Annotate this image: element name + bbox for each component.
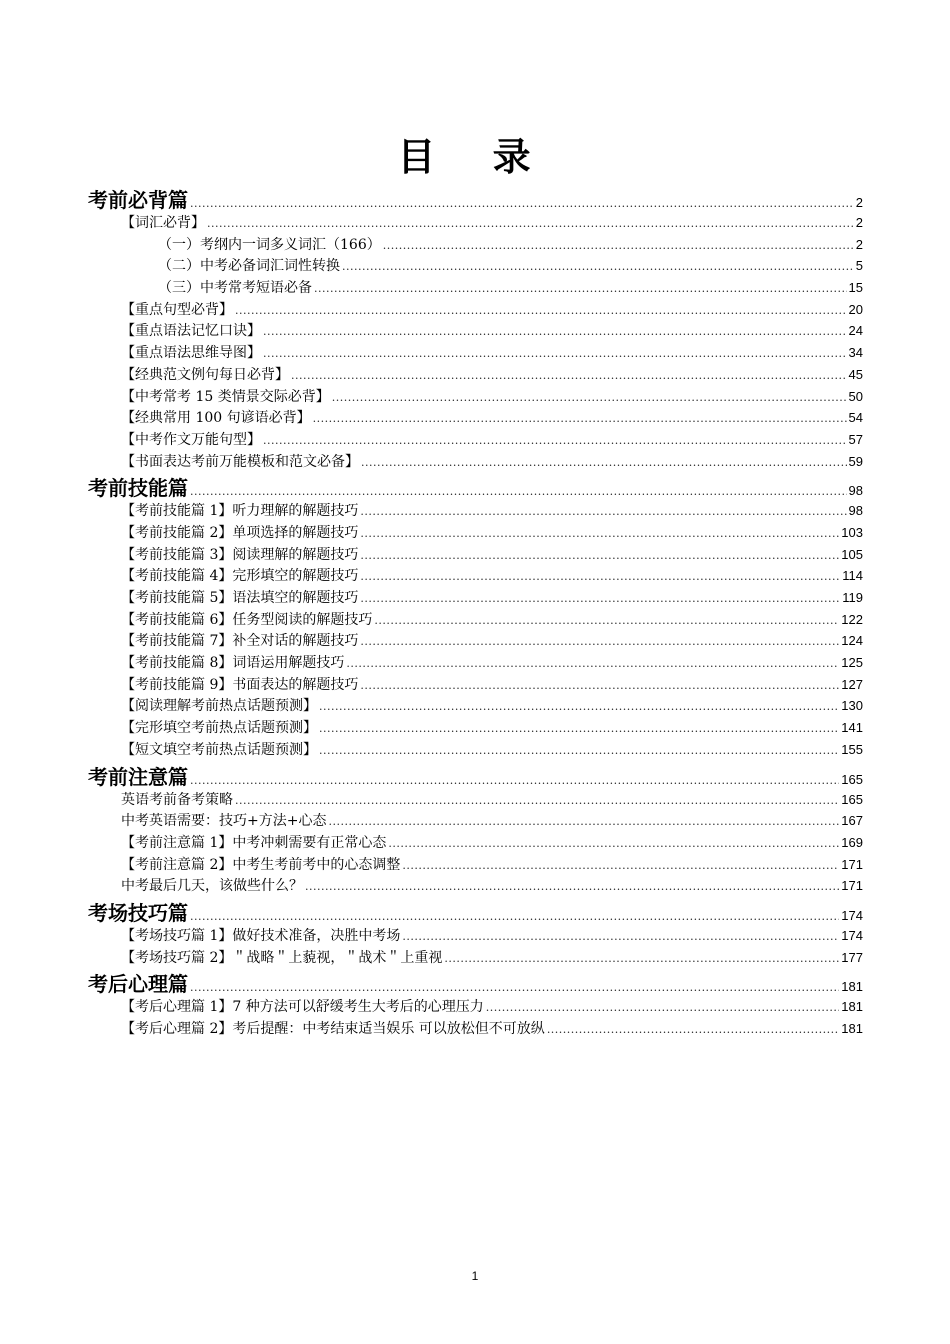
dot-leader <box>190 197 854 210</box>
toc-entry[interactable] <box>88 587 863 609</box>
dot-leader <box>360 592 840 605</box>
toc-entry-title: 中考最后几天，该做些什么？ <box>121 878 303 895</box>
toc-entry[interactable] <box>88 810 863 832</box>
toc-entry-title: 考场技巧篇 <box>88 900 188 925</box>
toc-subentry[interactable] <box>88 255 863 277</box>
toc-entry-title: 【书面表达考前万能模板和范文必备】 <box>121 453 359 470</box>
toc-entry-title: 【考前技能篇 2】单项选择的解题技巧 <box>121 524 359 541</box>
toc-entry[interactable] <box>88 695 863 717</box>
page-title: 目 录 <box>397 134 553 179</box>
dot-leader <box>332 391 847 404</box>
toc-section[interactable] <box>88 761 863 789</box>
toc-entry-title: 【重点语法记忆口诀】 <box>121 323 261 340</box>
toc-entry-title: 考后心理篇 <box>88 972 188 997</box>
toc-entry[interactable] <box>88 996 863 1018</box>
toc-entry-title: （三）中考常考短语必备 <box>158 280 312 297</box>
toc-entry-title: 【考前技能篇 5】语法填空的解题技巧 <box>121 590 359 606</box>
toc-entry-title: 【中考作文万能句型】 <box>121 431 261 448</box>
dot-leader <box>388 837 839 850</box>
toc-page-number: 124 <box>841 633 863 649</box>
dot-leader <box>360 527 839 540</box>
dot-leader <box>319 722 839 735</box>
toc-entry-title: 【考前技能篇 3】阅读理解的解题技巧 <box>121 546 359 563</box>
toc-entry-title: 【考场技巧篇 2】＂战略＂上藐视，＂战术＂上重视 <box>121 949 443 966</box>
toc-entry-title: 中考英语需要：技巧+方法+心态 <box>121 813 327 830</box>
toc-section[interactable] <box>88 897 863 925</box>
toc-entry-title: 【考前技能篇 4】完形填空的解题技巧 <box>121 568 359 585</box>
toc-page-number: 2 <box>855 236 863 252</box>
page-number: 1 <box>471 1269 479 1283</box>
toc-page-number: 177 <box>841 949 863 965</box>
toc-page-number: 98 <box>848 483 863 499</box>
toc-page-number: 122 <box>841 611 863 627</box>
toc-entry[interactable] <box>88 925 863 947</box>
toc-entry[interactable] <box>88 522 863 544</box>
toc-entry-title: （二）中考必备词汇词性转换 <box>158 258 340 275</box>
toc-page-number: 114 <box>842 568 863 584</box>
dot-leader <box>547 1023 839 1036</box>
toc-entry[interactable] <box>88 212 863 234</box>
toc-page-number: 15 <box>848 280 863 296</box>
toc-section[interactable] <box>88 472 863 500</box>
toc-entry[interactable] <box>88 407 863 429</box>
toc-page-number: 155 <box>841 741 863 757</box>
dot-leader <box>319 744 839 757</box>
dot-leader <box>360 570 840 583</box>
toc-entry[interactable] <box>88 789 863 811</box>
dot-leader <box>444 952 839 965</box>
toc-entry[interactable] <box>88 947 863 969</box>
toc-entry-title: （一）考纲内一词多义词汇（166） <box>158 236 381 253</box>
toc-page-number: 181 <box>841 979 863 995</box>
toc-page-number: 105 <box>841 546 863 562</box>
toc-entry-title: 【词汇必背】 <box>121 215 205 231</box>
toc-entry[interactable] <box>88 717 863 739</box>
toc-entry[interactable] <box>88 854 863 876</box>
toc-page-number: 181 <box>841 999 863 1015</box>
toc-entry[interactable] <box>88 674 863 696</box>
toc-entry-title: 【考前技能篇 7】补全对话的解题技巧 <box>121 633 359 650</box>
dot-leader <box>235 794 839 807</box>
toc-entry[interactable] <box>88 320 863 342</box>
toc-entry[interactable] <box>88 500 863 522</box>
toc-page-number: 127 <box>841 676 863 692</box>
toc-entry[interactable] <box>88 739 863 761</box>
dot-leader <box>190 485 847 498</box>
toc-page-number: 54 <box>848 410 863 426</box>
dot-leader <box>402 859 839 872</box>
toc-page-number: 2 <box>855 195 863 210</box>
toc-page-number: 174 <box>841 907 863 923</box>
toc-entry-title: 【考后心理篇 2】考后提醒：中考结束适当娱乐 可以放松但不可放纵 <box>121 1021 545 1037</box>
dot-leader <box>360 505 846 518</box>
toc-entry-title: 【中考常考 15 类情景交际必背】 <box>121 388 330 405</box>
dot-leader <box>190 774 839 787</box>
dot-leader <box>360 635 839 648</box>
toc-entry-title: 英语考前备考策略 <box>121 791 233 808</box>
toc-page-number: 34 <box>848 345 863 361</box>
toc-entry[interactable] <box>88 299 863 321</box>
toc-entry-title: 【经典常用 100 句谚语必背】 <box>121 410 311 427</box>
toc-page-number: 167 <box>841 813 863 829</box>
dot-leader <box>360 679 839 692</box>
toc-entry-title: 考前必背篇 <box>88 188 188 212</box>
dot-leader <box>361 456 847 469</box>
toc-page-number: 2 <box>855 215 863 230</box>
toc-page-number: 98 <box>848 503 863 519</box>
toc-entry[interactable] <box>88 652 863 674</box>
dot-leader <box>313 412 847 425</box>
toc-entry-title: 考前注意篇 <box>88 764 188 789</box>
toc-entry-title: 【考前注意篇 1】中考冲刺需要有正常心态 <box>121 834 387 851</box>
toc-entry-title: 考前技能篇 <box>88 476 188 501</box>
toc-entry[interactable] <box>88 1018 863 1040</box>
dot-leader <box>314 282 847 295</box>
dot-leader <box>291 369 847 382</box>
toc-entry[interactable] <box>88 544 863 566</box>
dot-leader <box>305 880 839 893</box>
toc-entry[interactable] <box>88 565 863 587</box>
toc-entry-title: 【考前技能篇 9】书面表达的解题技巧 <box>121 676 359 693</box>
dot-leader <box>190 910 839 923</box>
dot-leader <box>360 549 839 562</box>
toc-page-number: 130 <box>841 698 863 714</box>
toc-page-number: 20 <box>848 301 863 317</box>
toc-entry-title: 【经典范文例句每日必背】 <box>121 366 289 383</box>
toc-entry-title: 【重点句型必背】 <box>121 301 233 318</box>
dot-leader <box>328 815 839 828</box>
toc-entry[interactable] <box>88 630 863 652</box>
toc-page-number: 181 <box>841 1021 863 1036</box>
dot-leader <box>263 347 847 360</box>
toc-entry[interactable] <box>88 451 863 473</box>
toc-page-number: 24 <box>848 323 863 339</box>
toc-entry[interactable] <box>88 832 863 854</box>
toc-page-number: 59 <box>848 453 863 469</box>
toc-page-number: 174 <box>841 927 863 943</box>
toc-page-number: 5 <box>855 258 863 274</box>
dot-leader <box>346 657 839 670</box>
dot-leader <box>486 1001 840 1014</box>
toc-entry-title: 【考后心理篇 1】7 种方法可以舒缓考生大考后的心理压力 <box>121 999 484 1016</box>
toc-entry[interactable] <box>88 429 863 451</box>
toc-entry-title: 【短文填空考前热点话题预测】 <box>121 741 317 758</box>
toc-subentry[interactable] <box>88 277 863 299</box>
toc-subentry[interactable] <box>88 234 863 256</box>
toc-page-number: 165 <box>841 791 863 807</box>
toc-entry[interactable] <box>88 386 863 408</box>
toc-page-number: 169 <box>841 834 863 850</box>
toc-entry[interactable] <box>88 609 863 631</box>
toc-entry-title: 【考前技能篇 8】词语运用解题技巧 <box>121 655 345 672</box>
toc-entry-title: 【阅读理解考前热点话题预测】 <box>121 698 317 715</box>
toc-entry-title: 【考前技能篇 6】任务型阅读的解题技巧 <box>121 611 373 628</box>
dot-leader <box>207 217 854 230</box>
toc-entry-title: 【考场技巧篇 1】做好技术准备，决胜中考场 <box>121 927 401 944</box>
toc-entry-title: 【完形填空考前热点话题预测】 <box>121 720 317 737</box>
toc-entry-title: 【考前技能篇 1】听力理解的解题技巧 <box>121 503 359 520</box>
toc-entry[interactable] <box>88 875 863 897</box>
toc-section[interactable] <box>88 184 863 212</box>
toc-page-number: 165 <box>841 771 863 787</box>
toc-page-number: 171 <box>841 856 863 872</box>
toc-entry[interactable] <box>88 342 863 364</box>
dot-leader <box>235 304 847 317</box>
table-of-contents <box>88 184 863 1040</box>
dot-leader <box>190 981 839 994</box>
dot-leader <box>374 614 839 627</box>
toc-entry[interactable] <box>88 364 863 386</box>
toc-entry-title: 【重点语法思维导图】 <box>121 345 261 362</box>
toc-section[interactable] <box>88 968 863 996</box>
dot-leader <box>402 930 839 943</box>
toc-page-number: 125 <box>841 655 863 671</box>
toc-page-number: 50 <box>848 388 863 404</box>
dot-leader <box>263 434 847 447</box>
dot-leader <box>263 325 847 338</box>
dot-leader <box>319 700 839 713</box>
toc-page-number: 171 <box>841 878 863 894</box>
toc-page-number: 45 <box>848 366 863 382</box>
dot-leader <box>342 260 854 273</box>
toc-entry-title: 【考前注意篇 2】中考生考前考中的心态调整 <box>121 856 401 873</box>
toc-page-number: 141 <box>841 720 863 736</box>
dot-leader <box>383 239 854 252</box>
toc-page-number: 103 <box>841 524 863 540</box>
toc-page-number: 119 <box>842 590 863 605</box>
toc-page-number: 57 <box>848 431 863 447</box>
